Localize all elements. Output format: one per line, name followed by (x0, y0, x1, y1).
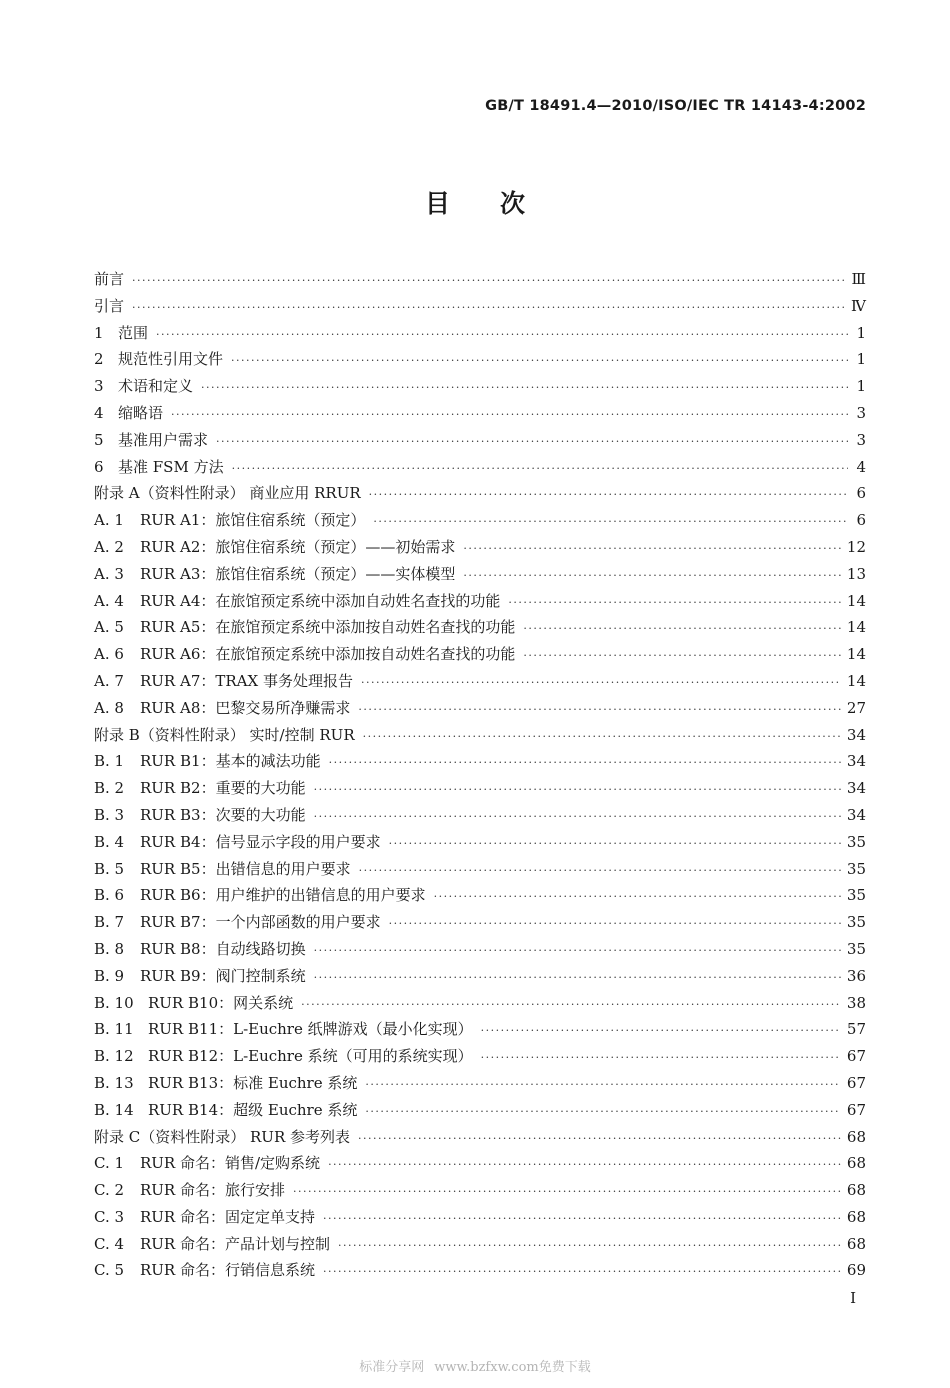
leader-dots (481, 1051, 841, 1064)
toc-entry-number: 3 (94, 377, 104, 396)
leader-dots (523, 649, 841, 662)
toc-entry-number: B. 5 (94, 859, 125, 878)
leader-dots (323, 1212, 841, 1225)
toc-entry[interactable] (94, 724, 866, 751)
leader-dots (508, 596, 841, 609)
toc-entry[interactable] (94, 590, 866, 617)
toc-entry-page: 67 (846, 1047, 866, 1066)
toc-entry[interactable] (94, 804, 866, 831)
toc-entry-number: 6 (94, 457, 104, 476)
toc-entry[interactable] (94, 375, 866, 402)
toc-entry-number: C. 4 (94, 1234, 125, 1253)
toc-entry-number: C. 1 (94, 1154, 125, 1173)
leader-dots (314, 944, 841, 957)
toc-entry-title: 基准用户需求 (118, 430, 209, 449)
toc-entry-page: 68 (846, 1234, 866, 1253)
toc-entry-title: RUR B7：一个内部函数的用户要求 (140, 913, 381, 932)
toc-entry[interactable] (94, 750, 866, 777)
toc-entry-title: RUR 命名：固定定单支持 (140, 1207, 315, 1226)
toc-entry-page: Ⅲ (851, 270, 866, 288)
toc-entry-page: 1 (856, 323, 866, 342)
toc-entry[interactable] (94, 777, 866, 804)
toc-entry-number: B. 4 (94, 832, 125, 851)
toc-entry-page: 1 (856, 377, 866, 396)
toc-entry-page: Ⅳ (851, 296, 866, 315)
leader-dots (359, 864, 841, 877)
toc-entry-title: RUR A5：在旅馆预定系统中添加按自动姓名查找的功能 (140, 618, 516, 637)
toc-entry-title: RUR B12：L-Euchre 系统（可用的系统实现） (148, 1047, 473, 1066)
toc-entry-number: A. 2 (94, 537, 124, 556)
toc-entry-page: 4 (856, 457, 866, 476)
toc-entry-number: C. 3 (94, 1207, 125, 1226)
toc-entry-title: 范围 (118, 323, 149, 342)
toc-entry[interactable] (94, 563, 866, 590)
watermark-url: www.bzfxw.com免费下载 (434, 1360, 591, 1375)
toc-entry-page: 27 (846, 698, 866, 717)
toc-entry-title: 前言 (94, 270, 125, 288)
page-title-part1: 目 (424, 189, 450, 218)
leader-dots (373, 515, 848, 528)
leader-dots (434, 890, 841, 903)
leader-dots (314, 783, 841, 796)
toc-entry-number: 1 (94, 323, 104, 342)
toc-entry-number: B. 10 (94, 993, 134, 1012)
toc-entry-number: 2 (94, 350, 104, 369)
toc-entry[interactable] (94, 670, 866, 697)
leader-dots (361, 676, 841, 689)
watermark (0, 1356, 950, 1375)
toc-entry-title: RUR A6：在旅馆预定系统中添加按自动姓名查找的功能 (140, 645, 516, 664)
toc-entry-page: 57 (846, 1020, 866, 1039)
toc-entry-page: 14 (846, 591, 866, 610)
toc-entry-page: 68 (846, 1181, 866, 1200)
toc-entry-page: 3 (856, 430, 866, 449)
leader-dots (463, 569, 841, 582)
toc-entry-title: RUR A3：旅馆住宿系统（预定）——实体模型 (140, 564, 456, 583)
leader-dots (363, 730, 841, 743)
leader-dots (301, 998, 841, 1011)
toc-entry-page: 35 (846, 832, 866, 851)
toc-entry-page: 68 (846, 1154, 866, 1173)
leader-dots (389, 837, 841, 850)
toc-entry-page: 34 (846, 779, 866, 798)
toc-entry-title: RUR B11：L-Euchre 纸牌游戏（最小化实现） (148, 1020, 473, 1039)
toc-entry[interactable] (94, 965, 866, 992)
leader-dots (132, 274, 846, 287)
leader-dots (216, 435, 848, 448)
toc-entry-title: RUR B13：标准 Euchre 系统 (148, 1073, 358, 1092)
toc-entry[interactable] (94, 1072, 866, 1099)
toc-entry-number: C. 5 (94, 1261, 125, 1280)
toc-entry-title: RUR A8：巴黎交易所净赚需求 (140, 698, 351, 717)
toc-entry[interactable] (94, 858, 866, 885)
toc-entry-page: 68 (846, 1207, 866, 1226)
toc-entry-number: A. 1 (94, 511, 124, 530)
toc-entry-page: 12 (846, 537, 866, 556)
leader-dots (328, 1158, 841, 1171)
toc-entry-number: B. 12 (94, 1047, 134, 1066)
toc-entry-title: RUR B2：重要的大功能 (140, 779, 306, 798)
toc-entry-title: RUR 命名：销售/定购系统 (140, 1154, 321, 1173)
leader-dots (171, 408, 848, 421)
toc-entry-page: 13 (846, 564, 866, 583)
toc-entry[interactable] (94, 268, 866, 295)
toc-entry[interactable] (94, 1179, 866, 1206)
toc-entry-number: C. 2 (94, 1181, 125, 1200)
table-of-contents (94, 268, 866, 1286)
toc-entry-page: 67 (846, 1073, 866, 1092)
toc-entry-number: A. 3 (94, 564, 124, 583)
toc-entry-title: RUR A4：在旅馆预定系统中添加自动姓名查找的功能 (140, 591, 501, 610)
toc-entry-title: RUR B5：出错信息的用户要求 (140, 859, 351, 878)
toc-entry[interactable] (94, 1152, 866, 1179)
toc-entry[interactable] (94, 482, 866, 509)
toc-entry[interactable] (94, 911, 866, 938)
leader-dots (365, 1078, 841, 1091)
toc-entry-number: B. 13 (94, 1073, 134, 1092)
standard-number: GB/T 18491.4—2010/ISO/IEC TR 14143-4:2002 (485, 98, 866, 114)
toc-entry[interactable] (94, 1259, 866, 1286)
toc-entry-number: 4 (94, 403, 104, 422)
toc-entry[interactable] (94, 429, 866, 456)
toc-entry-title: RUR 命名：产品计划与控制 (140, 1234, 330, 1253)
toc-entry-title: RUR 命名：旅行安排 (140, 1181, 285, 1200)
toc-entry-page: 34 (846, 805, 866, 824)
toc-entry-number: A. 5 (94, 618, 124, 637)
toc-entry[interactable] (94, 616, 866, 643)
toc-entry-title: RUR A1：旅馆住宿系统（预定） (140, 511, 366, 530)
toc-entry-title: RUR A2：旅馆住宿系统（预定）——初始需求 (140, 537, 456, 556)
toc-entry-number: B. 3 (94, 805, 125, 824)
toc-entry-title: 附录 C（资料性附录） RUR 参考列表 (94, 1127, 351, 1146)
toc-entry-page: 38 (846, 993, 866, 1012)
toc-entry-page: 14 (846, 671, 866, 690)
leader-dots (523, 622, 841, 635)
leader-dots (232, 462, 848, 475)
toc-entry[interactable] (94, 831, 866, 858)
toc-entry-number: B. 6 (94, 886, 125, 905)
page-title (0, 184, 950, 220)
toc-entry[interactable] (94, 992, 866, 1019)
leader-dots (338, 1239, 841, 1252)
toc-entry-number: B. 14 (94, 1100, 134, 1119)
toc-entry-number: 5 (94, 430, 104, 449)
toc-entry-title: 缩略语 (118, 403, 164, 422)
leader-dots (231, 354, 848, 367)
toc-entry-number: B. 9 (94, 966, 125, 985)
toc-entry[interactable] (94, 509, 866, 536)
toc-entry[interactable] (94, 348, 866, 375)
leader-dots (365, 1105, 841, 1118)
toc-entry-page: 14 (846, 618, 866, 637)
toc-entry[interactable] (94, 322, 866, 349)
toc-entry-page: 69 (846, 1261, 866, 1280)
toc-entry-title: RUR B1：基本的减法功能 (140, 752, 321, 771)
toc-entry-page: 14 (846, 645, 866, 664)
toc-entry-title: 术语和定义 (118, 377, 194, 396)
toc-entry-title: RUR B3：次要的大功能 (140, 805, 306, 824)
toc-entry-page: 35 (846, 859, 866, 878)
page-title-part2: 次 (500, 189, 526, 218)
leader-dots (389, 917, 841, 930)
leader-dots (323, 1265, 841, 1278)
toc-entry-number: B. 1 (94, 752, 125, 771)
toc-entry[interactable] (94, 1099, 866, 1126)
toc-entry-page: 34 (846, 752, 866, 771)
toc-entry-number: A. 8 (94, 698, 124, 717)
toc-entry[interactable] (94, 1206, 866, 1233)
toc-entry-number: B. 8 (94, 939, 125, 958)
toc-entry[interactable] (94, 536, 866, 563)
leader-dots (329, 756, 841, 769)
leader-dots (358, 1132, 841, 1145)
toc-entry[interactable] (94, 402, 866, 429)
toc-entry-title: 附录 B（资料性附录） 实时/控制 RUR (94, 725, 355, 744)
toc-entry[interactable] (94, 295, 866, 322)
leader-dots (293, 1185, 841, 1198)
toc-entry-number: B. 11 (94, 1020, 134, 1039)
leader-dots (369, 488, 848, 501)
toc-entry-page: 35 (846, 886, 866, 905)
toc-entry-number: B. 7 (94, 913, 125, 932)
toc-entry-title: RUR B9：阀门控制系统 (140, 966, 306, 985)
watermark-site-name: 标准分享网 (359, 1360, 425, 1375)
toc-entry[interactable] (94, 643, 866, 670)
toc-entry-title: 引言 (94, 296, 125, 315)
toc-entry[interactable] (94, 1233, 866, 1260)
toc-entry-title: RUR B4：信号显示字段的用户要求 (140, 832, 381, 851)
toc-entry[interactable] (94, 884, 866, 911)
leader-dots (201, 381, 848, 394)
toc-entry[interactable] (94, 1018, 866, 1045)
toc-entry-title: 基准 FSM 方法 (118, 457, 224, 476)
leader-dots (156, 328, 848, 341)
toc-entry-page: 6 (856, 511, 866, 530)
toc-entry-page: 6 (856, 484, 866, 503)
leader-dots (463, 542, 841, 555)
toc-entry[interactable] (94, 938, 866, 965)
toc-entry-title: 附录 A（资料性附录） 商业应用 RRUR (94, 484, 361, 503)
toc-entry-page: 34 (846, 725, 866, 744)
toc-entry-title: RUR B8：自动线路切换 (140, 939, 306, 958)
toc-entry-number: A. 7 (94, 671, 124, 690)
toc-entry-title: RUR A7：TRAX 事务处理报告 (140, 671, 353, 690)
toc-entry-title: RUR B10：网关系统 (148, 993, 294, 1012)
toc-entry-title: RUR B6：用户维护的出错信息的用户要求 (140, 886, 426, 905)
leader-dots (314, 810, 841, 823)
toc-entry-number: A. 6 (94, 645, 124, 664)
toc-entry[interactable] (94, 456, 866, 483)
toc-entry-page: 36 (846, 966, 866, 985)
leader-dots (481, 1024, 841, 1037)
leader-dots (314, 971, 841, 984)
toc-entry-page: 68 (846, 1127, 866, 1146)
page-folio: I (850, 1289, 856, 1307)
toc-entry[interactable] (94, 1045, 866, 1072)
toc-entry-page: 3 (856, 403, 866, 422)
toc-entry-page: 67 (846, 1100, 866, 1119)
toc-entry-title: 规范性引用文件 (118, 350, 224, 369)
toc-entry-page: 35 (846, 939, 866, 958)
leader-dots (132, 301, 845, 314)
leader-dots (358, 703, 841, 716)
toc-entry-number: A. 4 (94, 591, 124, 610)
toc-entry[interactable] (94, 1126, 866, 1153)
toc-entry-page: 35 (846, 913, 866, 932)
toc-entry-title: RUR B14：超级 Euchre 系统 (148, 1100, 358, 1119)
toc-entry-title: RUR 命名：行销信息系统 (140, 1261, 315, 1280)
toc-entry-page: 1 (856, 350, 866, 369)
toc-entry[interactable] (94, 697, 866, 724)
toc-entry-number: B. 2 (94, 779, 125, 798)
